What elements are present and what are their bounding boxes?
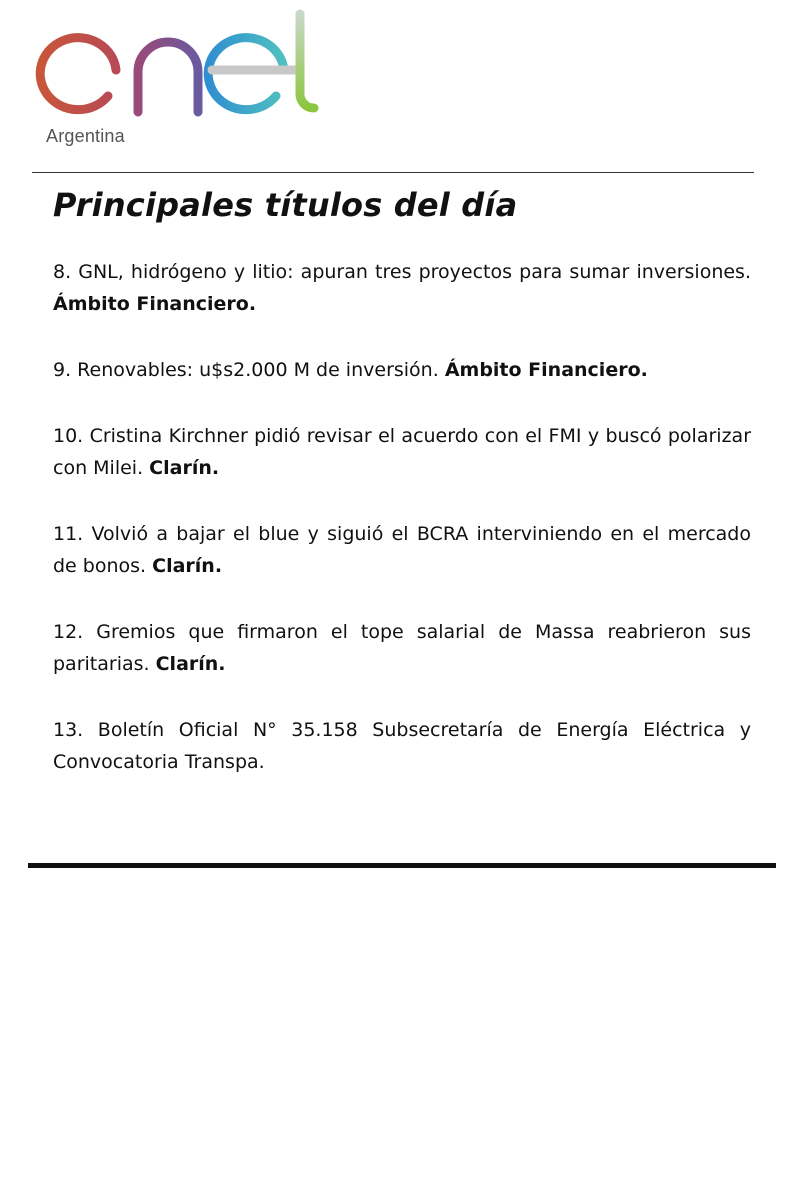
item-text: 11. Volvió a bajar el blue y siguió el BCRA interviniendo en el mercado de bonos. xyxy=(53,523,751,577)
page-title: Principales títulos del día xyxy=(53,186,518,224)
item-source: Ámbito Financiero. xyxy=(53,293,257,315)
item-text: 8. GNL, hidrógeno y litio: apuran tres proyectos para sumar inversiones. xyxy=(53,261,751,283)
item-text: 12. Gremios que firmaron el tope salarial de Massa reabrieron sus paritarias. xyxy=(53,621,751,675)
item-source: Clarín. xyxy=(149,457,220,479)
top-divider xyxy=(32,172,754,173)
list-item xyxy=(53,354,751,386)
enel-logo xyxy=(30,8,330,158)
bottom-divider xyxy=(28,863,776,868)
item-source: Ámbito Financiero. xyxy=(444,359,648,381)
item-text: 10. Cristina Kirchner pidió revisar el acuerdo con el FMI y buscó polarizar con Milei. xyxy=(53,425,751,479)
item-text: 13. Boletín Oficial N° 35.158 Subsecretaría de Energía Eléctrica y Convocatoria Transpa. xyxy=(53,719,751,773)
enel-wordmark-graphic xyxy=(30,8,330,128)
item-text: 9. Renovables: u$s2.000 M de inversión. xyxy=(53,359,439,381)
item-source: Clarín. xyxy=(155,653,226,675)
item-source: Clarín. xyxy=(152,555,223,577)
list-item xyxy=(53,256,751,320)
list-item xyxy=(53,420,751,484)
headline-list xyxy=(53,256,751,812)
list-item xyxy=(53,714,751,778)
logo-subtitle: Argentina xyxy=(46,126,125,146)
list-item xyxy=(53,616,751,680)
list-item xyxy=(53,518,751,582)
